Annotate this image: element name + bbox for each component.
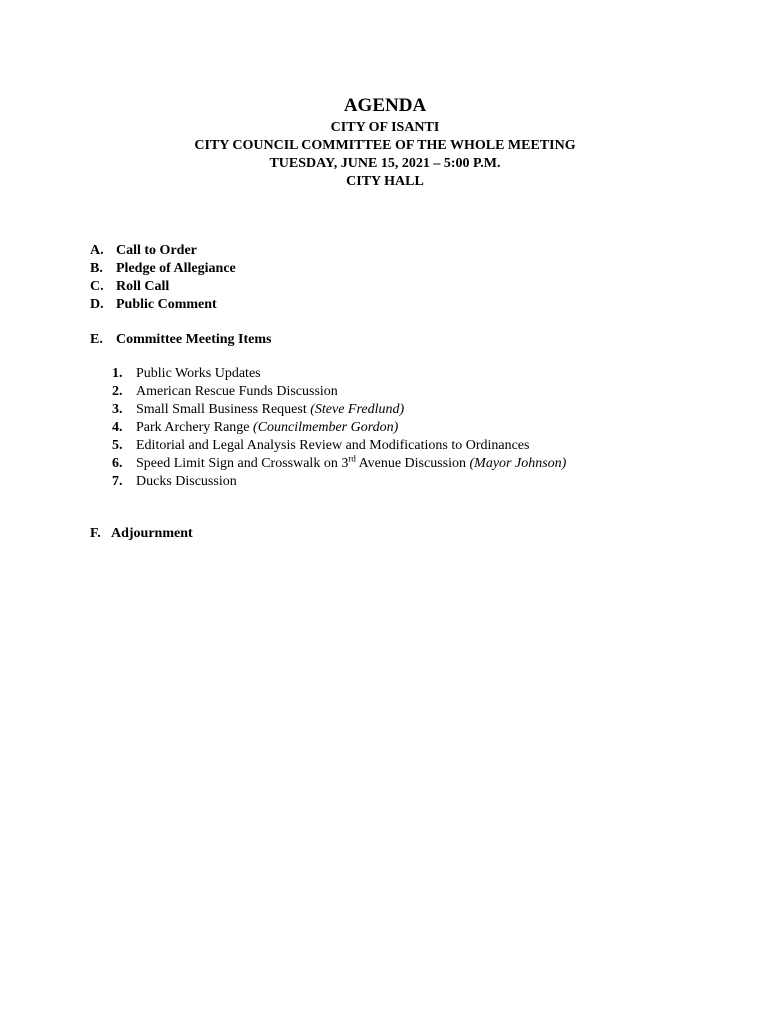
section-label: Public Comment — [116, 297, 217, 312]
item-number: 5. — [112, 438, 123, 453]
section-letter: C. — [90, 279, 104, 294]
item-text: American Rescue Funds Discussion — [136, 384, 338, 399]
section-committee-items — [90, 331, 272, 349]
item-number: 2. — [112, 384, 123, 399]
item-number: 1. — [112, 366, 123, 381]
section-roll-call — [90, 278, 236, 296]
list-item — [112, 419, 566, 437]
section-letter: B. — [90, 261, 103, 276]
item-number: 7. — [112, 474, 123, 489]
section-adjournment — [90, 525, 193, 543]
list-item — [112, 473, 566, 491]
item-text: Park Archery Range — [136, 420, 250, 435]
document-title: AGENDA — [343, 95, 427, 116]
section-label: Roll Call — [116, 279, 170, 294]
meeting-location: CITY HALL — [346, 174, 424, 189]
meeting-name: CITY COUNCIL COMMITTEE OF THE WHOLE MEETING — [194, 138, 576, 153]
section-letter: D. — [90, 297, 104, 312]
item-presenter: (Mayor Johnson) — [469, 456, 567, 471]
list-item — [112, 437, 566, 455]
item-text — [136, 453, 467, 471]
item-text: Editorial and Legal Analysis Review and Modifications to Ordinances — [136, 438, 530, 453]
agenda-header — [0, 94, 770, 191]
section-pledge — [90, 260, 236, 278]
item-text: Ducks Discussion — [136, 474, 237, 489]
item-presenter: (Steve Fredlund) — [310, 402, 405, 417]
list-item — [112, 455, 566, 473]
opening-sections — [90, 242, 236, 314]
city-name: CITY OF ISANTI — [330, 120, 440, 135]
item-text-before: Speed Limit Sign and Crosswalk on 3 — [136, 456, 349, 471]
item-text: Public Works Updates — [136, 366, 261, 381]
section-label: Call to Order — [116, 243, 197, 258]
item-presenter: (Councilmember Gordon) — [253, 420, 399, 435]
item-number: 3. — [112, 402, 123, 417]
section-label: Pledge of Allegiance — [116, 261, 236, 276]
list-item — [112, 365, 566, 383]
section-public-comment — [90, 296, 236, 314]
section-letter: F. — [90, 526, 101, 541]
committee-item-list — [112, 365, 566, 491]
section-letter: A. — [90, 243, 104, 258]
section-letter: E. — [90, 332, 103, 347]
item-number: 4. — [112, 420, 123, 435]
meeting-datetime: TUESDAY, JUNE 15, 2021 – 5:00 P.M. — [269, 156, 501, 171]
item-text: Small Small Business Request — [136, 402, 307, 417]
section-label: Adjournment — [111, 526, 193, 541]
section-label: Committee Meeting Items — [116, 332, 272, 347]
list-item — [112, 383, 566, 401]
section-call-to-order — [90, 242, 236, 260]
list-item — [112, 401, 566, 419]
ordinal-suffix: rd — [348, 453, 356, 464]
item-text-after: Avenue Discussion — [358, 456, 467, 471]
item-number: 6. — [112, 456, 123, 471]
